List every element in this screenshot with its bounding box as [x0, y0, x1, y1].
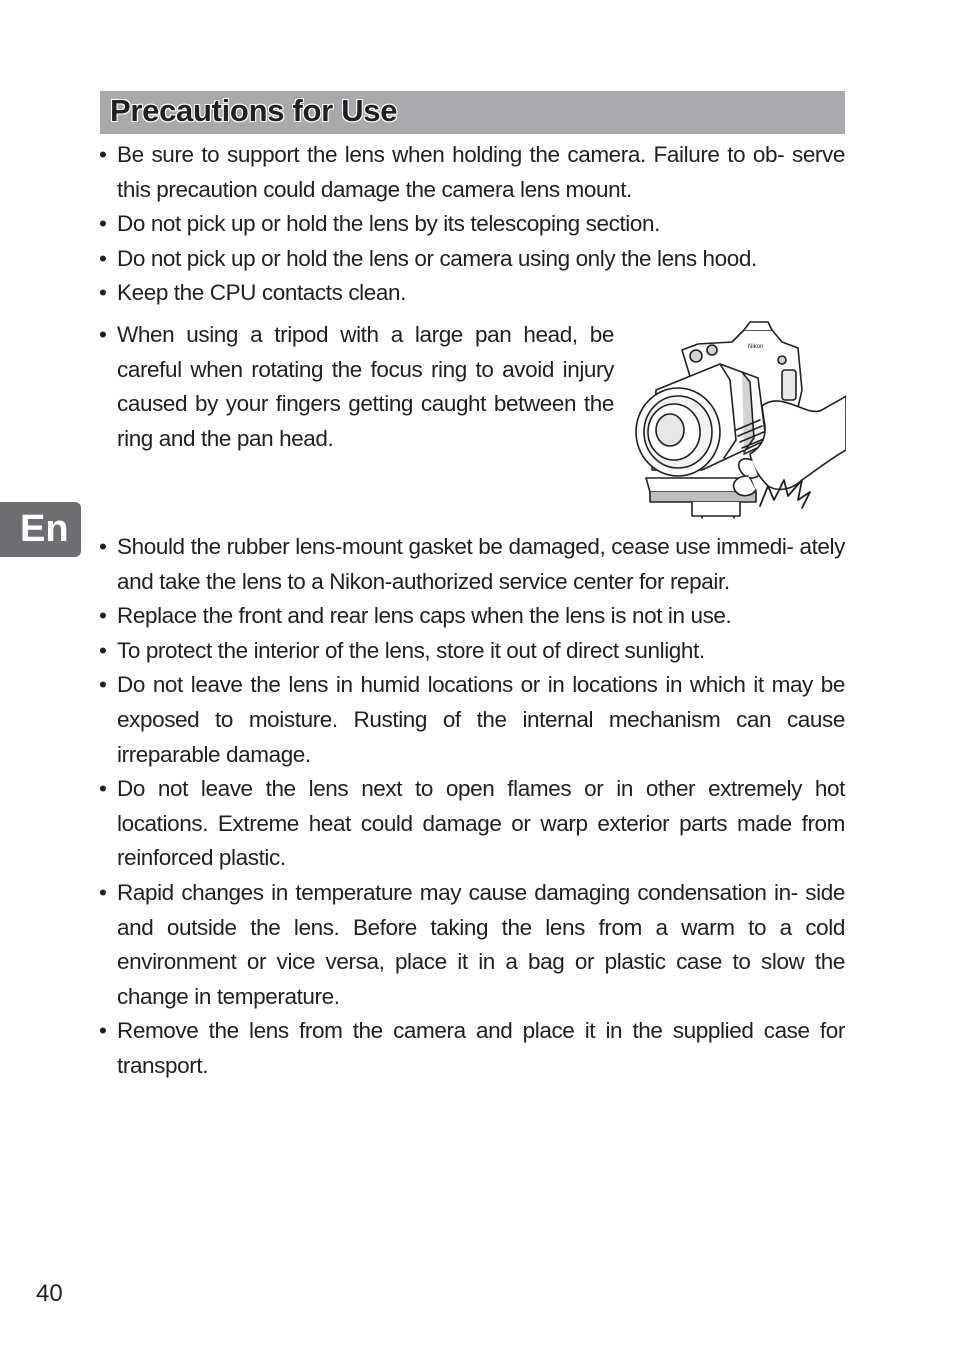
list-item: [98, 772, 845, 876]
list-item-text: Should the rubber lens-mount gasket be damaged, cease use immedi- ately and take the lens to a Nikon-authorized service center for repair.: [117, 534, 845, 594]
list-item: [98, 634, 845, 669]
list-item: [98, 207, 845, 242]
list-item: [98, 276, 845, 311]
list-item-text: Be sure to support the lens when holding the camera. Failure to ob- serve this precaution could damage the camera lens mount.: [117, 142, 845, 202]
page-number: 40: [36, 1280, 63, 1307]
bullet-marker: •: [99, 1018, 107, 1044]
camera-on-pan-head-illustration: [632, 320, 846, 520]
list-item: [98, 599, 845, 634]
list-item: [98, 530, 845, 599]
bullet-marker: •: [99, 879, 107, 905]
list-item: [98, 318, 614, 456]
list-item: [98, 876, 845, 1014]
language-tab: [0, 502, 81, 557]
list-item-text: Keep the CPU contacts clean.: [117, 280, 406, 306]
list-item: [98, 242, 845, 277]
list-item-text: Do not pick up or hold the lens or camera using only the lens hood.: [117, 245, 757, 271]
section-title: Precautions for Use: [110, 93, 398, 128]
bullet-marker: •: [99, 280, 107, 306]
bullet-marker: •: [99, 776, 107, 802]
precautions-list-bottom: [98, 530, 845, 1084]
list-item: [98, 668, 845, 772]
list-item: [98, 1014, 845, 1083]
bullet-marker: •: [99, 534, 107, 559]
section-header: [100, 91, 845, 134]
list-item-text: Do not leave the lens next to open flames or in other extremely hot locations. Extreme heat could damage or warp exterior parts made from reinforced plastic.: [117, 776, 845, 871]
list-item-text: Do not pick up or hold the lens by its telescoping section.: [117, 211, 660, 237]
bullet-marker: •: [99, 322, 107, 347]
language-tab-label: En: [20, 508, 69, 550]
bullet-marker: •: [99, 672, 107, 698]
svg-text:Nikon: Nikon: [748, 344, 764, 350]
precautions-list-tripod: [98, 318, 614, 456]
bullet-marker: •: [99, 637, 107, 663]
list-item-text: To protect the interior of the lens, store it out of direct sunlight.: [117, 637, 705, 663]
list-item: [98, 138, 845, 207]
bullet-marker: •: [99, 603, 107, 629]
bullet-marker: •: [99, 142, 107, 167]
list-item-text: Replace the front and rear lens caps when the lens is not in use.: [117, 603, 732, 629]
precautions-list-top: [98, 138, 845, 311]
bullet-marker: •: [99, 245, 107, 271]
bullet-marker: •: [99, 211, 107, 237]
list-item-text: Remove the lens from the camera and place it in the supplied case for transport.: [117, 1018, 845, 1078]
list-item-text: When using a tripod with a large pan head, be careful when rotating the focus ring to avoid injury caused by your fingers getting caught between the ring and the pan head.: [117, 322, 614, 451]
list-item-text: Rapid changes in temperature may cause damaging condensation in- side and outside the lens. Before taking the lens from a warm to a cold environment or vice versa, place it in a bag or plastic case to slow the change in temperature.: [117, 879, 845, 1009]
list-item-text: Do not leave the lens in humid locations or in locations in which it may be exposed to moisture. Rusting of the internal mechanism can cause irreparable damage.: [117, 672, 845, 767]
